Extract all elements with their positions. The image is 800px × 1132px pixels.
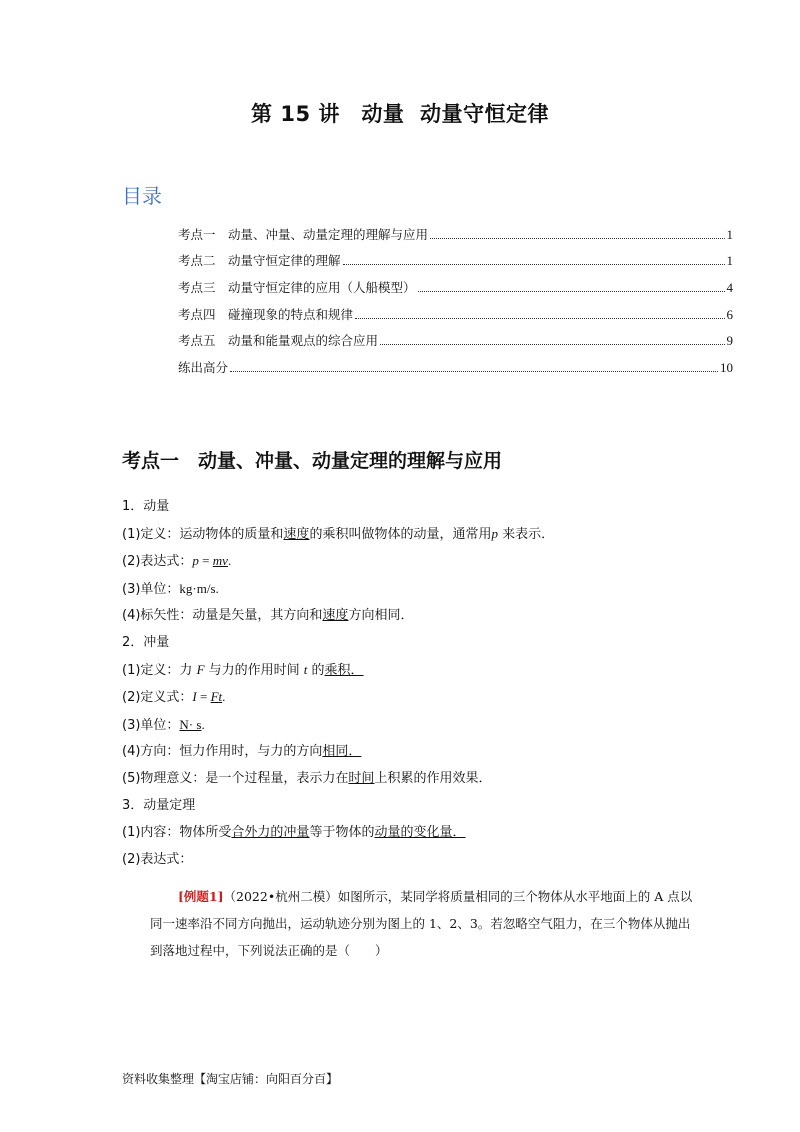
toc-item-label: 考点五 动量和能量观点的综合应用: [178, 333, 379, 349]
text-segment: 方向相同．: [348, 607, 414, 623]
toc-item-label: 考点四 碰撞现象的特点和规律: [178, 306, 354, 322]
underlined-term: 时间: [348, 770, 375, 786]
impulse-unit: [122, 711, 742, 738]
underlined-term: mv: [212, 553, 228, 569]
text-segment: .: [222, 689, 226, 705]
underlined-term: 动量的变化量．: [374, 825, 466, 841]
text-segment: (4)标矢性：动量是矢量，其方向和: [122, 607, 323, 623]
impulse-expression: [122, 683, 742, 710]
table-of-contents: [178, 216, 733, 376]
variable-symbol: p: [192, 553, 199, 569]
text-segment: .: [227, 553, 232, 569]
underlined-term: 乘积．: [324, 663, 364, 679]
impulse-title: 2．冲量: [122, 634, 170, 650]
page-title: 第 15 讲 动量 动量守恒定律: [251, 102, 549, 126]
text-segment: (1)定义：运动物体的质量和: [122, 527, 284, 543]
variable-symbol: I: [192, 689, 197, 705]
toc-leader-dots: [355, 317, 724, 319]
underlined-term: 相同．: [322, 743, 362, 759]
toc-leader-dots: [380, 343, 724, 345]
toc-item-page: 9: [726, 333, 733, 349]
text-segment: (3)单位：: [122, 717, 180, 733]
text-segment: (1)内容：物体所受: [122, 825, 232, 841]
underlined-term: N· s: [179, 716, 202, 732]
toc-item-page: 10: [720, 360, 733, 376]
momentum-title: 1．动量: [122, 499, 170, 514]
toc-item[interactable]: [178, 243, 733, 270]
toc-item[interactable]: [178, 349, 733, 376]
text-segment: (3)单位：: [122, 581, 180, 597]
equals-sign: =: [196, 689, 211, 705]
section-heading: 考点一 动量、冲量、动量定理的理解与应用: [122, 450, 503, 472]
underlined-term: 速度: [283, 527, 310, 543]
toc-item[interactable]: [178, 269, 733, 296]
impulse-definition: [122, 656, 742, 683]
underlined-term: 合外力的冲量: [231, 825, 310, 841]
underlined-term: Ft: [210, 689, 223, 705]
text-segment: 的: [307, 663, 325, 679]
toc-leader-dots: [418, 290, 725, 292]
text-segment: 等于物体的: [309, 825, 375, 841]
text-segment: (5)物理意义：是一个过程量，表示力在: [122, 770, 349, 786]
toc-item[interactable]: [178, 296, 733, 323]
underlined-term: 速度: [322, 607, 349, 623]
text-segment: 的乘积叫做物体的动量，通常用: [309, 527, 492, 543]
variable-symbol: t: [303, 662, 308, 678]
toc-leader-dots: [343, 263, 725, 265]
text-segment: 上积累的作用效果．: [374, 770, 492, 786]
toc-item-label: 考点一 动量、冲量、动量定理的理解与应用: [178, 226, 429, 242]
text-segment: 与力的作用时间: [204, 663, 304, 679]
momentum-expression: [122, 547, 742, 574]
momentum-unit: [122, 575, 742, 602]
toc-item[interactable]: [178, 323, 733, 350]
toc-leader-dots: [430, 237, 724, 239]
toc-leader-dots: [230, 370, 718, 372]
example-text: （2022•杭州二模）如图所示，某同学将质量相同的三个物体从水平地面上的 A 点以同一速率沿不同方向抛出，运动轨迹分别为图上的 1、2、3。若忽略空气阻力，在三个物体从抛出到落地过程中，下列说法正确的是（ ）: [150, 889, 693, 958]
variable-symbol: F: [196, 662, 205, 678]
toc-item-label: 考点二 动量守恒定律的理解: [178, 253, 341, 269]
toc-item-label: 考点三 动量守恒定律的应用（人船模型）: [178, 280, 416, 296]
variable-symbol: p: [491, 526, 498, 542]
impulse-meaning: [122, 765, 742, 792]
toc-item-page: 4: [726, 280, 733, 296]
theorem-title: 3．动量定理: [122, 798, 196, 814]
text-segment: (1)定义：力: [122, 663, 197, 679]
example-problem: [150, 883, 698, 964]
theorem-content: [122, 819, 742, 846]
unit-value: kg·m/s.: [179, 580, 219, 596]
text-segment: (4)方向：恒力作用时，与力的方向: [122, 743, 323, 759]
theorem-expression: (2)表达式：: [122, 852, 193, 868]
toc-item-page: 1: [726, 253, 733, 269]
toc-item-label: 练出高分: [178, 360, 229, 376]
text-segment: 来表示．: [497, 527, 555, 543]
toc-item[interactable]: [178, 216, 733, 243]
text-segment: (2)表达式：: [122, 554, 193, 570]
momentum-definition: [122, 520, 742, 547]
toc-item-page: 6: [726, 306, 733, 322]
toc-item-page: 1: [726, 226, 733, 242]
footer-text: 资料收集整理【淘宝店铺：向阳百分百】: [122, 1072, 339, 1086]
section-body: [122, 493, 742, 874]
impulse-direction: [122, 738, 742, 765]
text-segment: .: [201, 716, 205, 732]
example-tag: [例题1]: [178, 889, 224, 904]
equals-sign: =: [198, 553, 213, 569]
toc-heading: 目录: [122, 184, 162, 208]
text-segment: (2)定义式：: [122, 690, 193, 706]
momentum-vector: [122, 602, 742, 629]
